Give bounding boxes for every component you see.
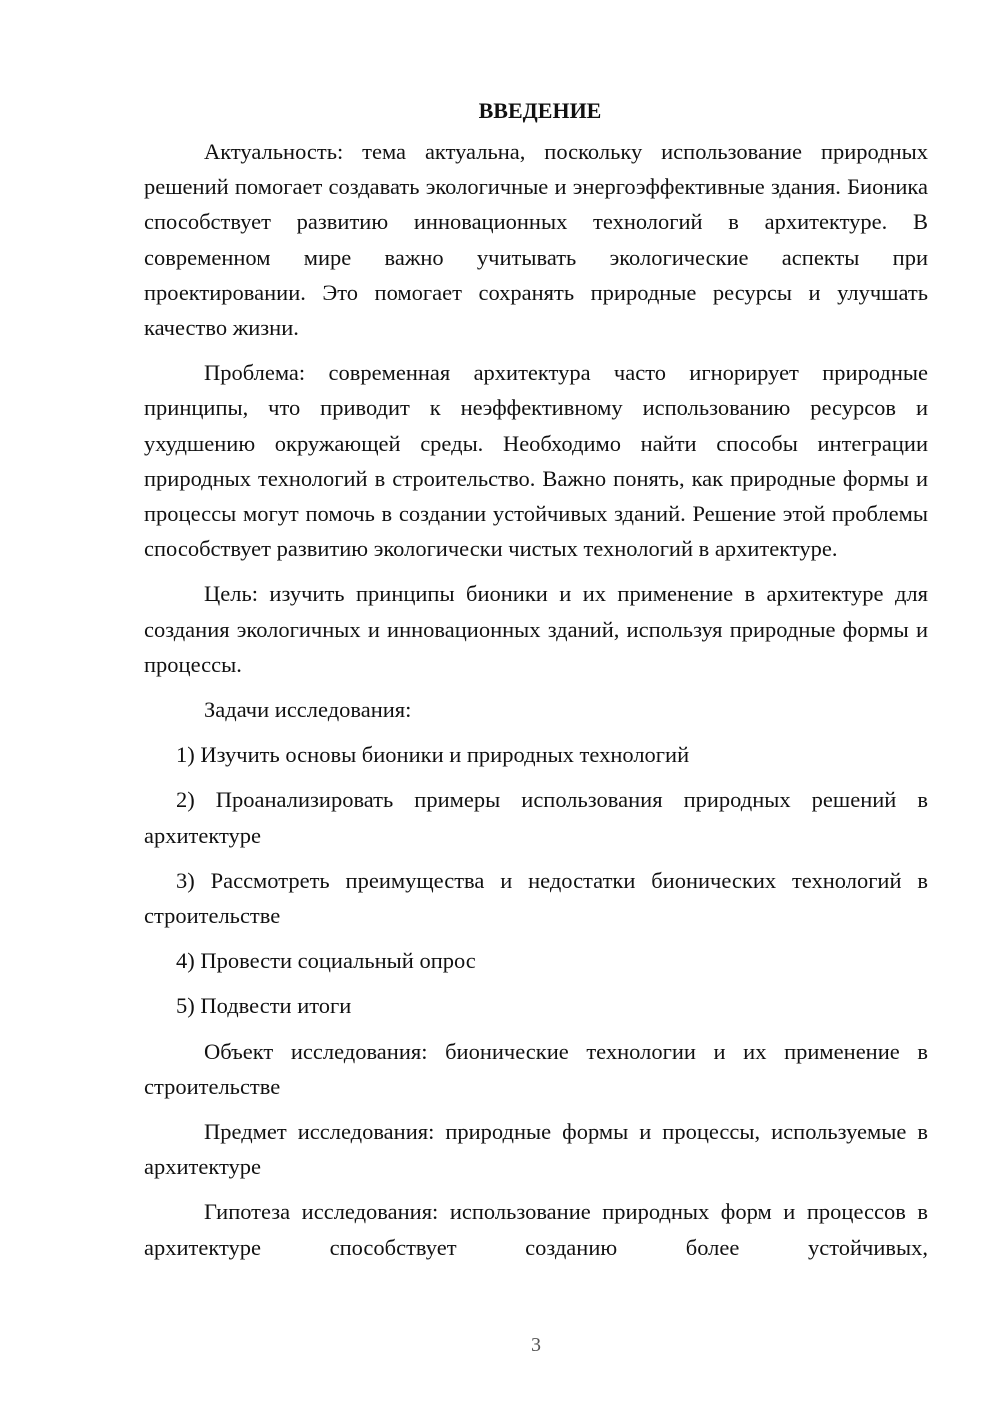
list-item: 3) Рассмотреть преимущества и недостатки бионических технологий в строительстве xyxy=(144,867,928,929)
document-page xyxy=(144,96,928,1275)
page-number: 3 xyxy=(531,1334,541,1356)
paragraph-goal: Цель: изучить принципы бионики и их применение в архитектуре для создания экологичных и инновационных зданий, используя природные формы и процессы. xyxy=(144,581,928,677)
paragraph-relevance: Актуальность: тема актуальна, поскольку использование природных решений помогает создавать экологичные и энергоэффективные здания. Бионика способствует развитию инновационных технологий в архитектуре. В современном мире важно учитывать экологические аспекты при проектировании. Это помогает сохранять природные ресурсы и улучшать качество жизни. xyxy=(144,139,928,341)
paragraph-problem: Проблема: современная архитектура часто игнорирует природные принципы, что приводит к неэффективному использованию ресурсов и ухудшению окружающей среды. Необходимо найти способы интеграции природных технологий в строительство. Важно понять, как природные формы и процессы могут помочь в создании устойчивых зданий. Решение этой проблемы способствует развитию экологически чистых технологий в архитектуре. xyxy=(144,360,928,562)
section-title: ВВЕДЕНИЕ xyxy=(478,98,602,123)
list-item: 4) Провести социальный опрос xyxy=(176,948,476,974)
paragraph-object: Объект исследования: бионические технологии и их применение в строительстве xyxy=(144,1038,928,1099)
list-item: 2) Проанализировать примеры использования природных решений в архитектуре xyxy=(144,787,928,848)
paragraph-tasks-heading: Задачи исследования: xyxy=(204,697,412,723)
paragraph-subject: Предмет исследования: природные формы и процессы, используемые в архитектуре xyxy=(144,1119,928,1180)
list-item: 5) Подвести итоги xyxy=(176,993,352,1019)
paragraph-hypothesis: Гипотеза исследования: использование природных форм и процессов в архитектуре способствует созданию более устойчивых, xyxy=(144,1199,928,1260)
list-item: 1) Изучить основы бионики и природных технологий xyxy=(176,742,690,768)
